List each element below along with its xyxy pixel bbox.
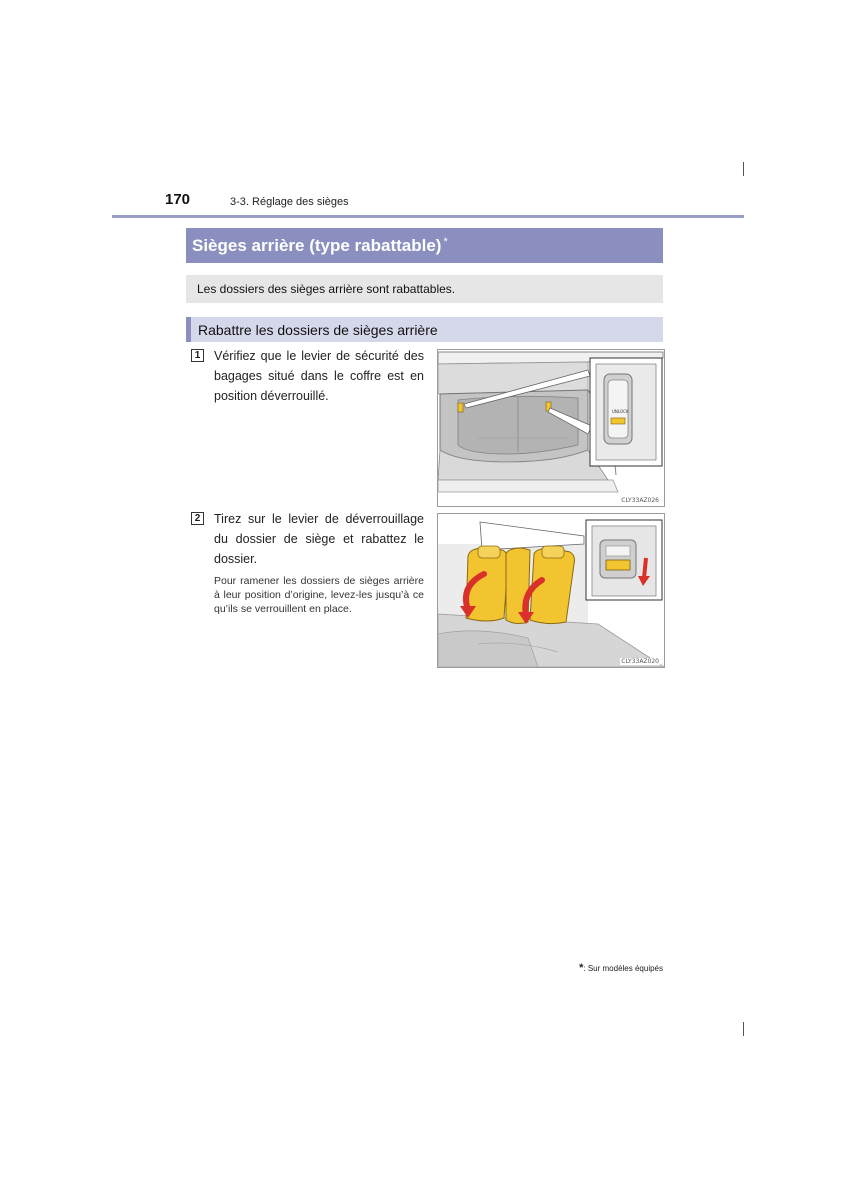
page-number: 170 [165,191,191,208]
figure-trunk-lever [437,349,665,507]
section-title [186,228,663,263]
chapter-heading: 3-3. Réglage des sièges [230,196,349,208]
figure-code-1: CLY33AZ026 [621,497,659,504]
subsection-title-text: Rabattre les dossiers de sièges arrière [198,321,438,338]
footnote-text: : Sur modèles équipés [583,964,663,973]
intro-text: Les dossiers des sièges arrière sont rabattables. [197,282,456,296]
step-text-2: Tirez sur le levier de déverrouillage du dossier de siège et rabattez le dossier. [214,512,424,566]
crop-mark-top [743,162,744,176]
trunk-illustration [438,350,664,506]
step-number-1: 1 [191,349,204,362]
footnote-marker: * [579,962,584,974]
header-rule [112,215,744,218]
intro-box [186,275,663,303]
footnote [565,962,663,974]
section-title-text: Sièges arrière (type rabattable) [192,235,442,255]
step-note-2: Pour ramener les dossiers de sièges arrière à leur position d’origine, levez-les jusqu’à ce qu’ils se verrouillent en place. [214,575,424,615]
unlock-label: UNLOCK [612,409,629,414]
subsection-title [186,317,663,342]
figure-code-2: CLY33AZ020 [621,658,659,665]
section-title-marker: * [443,235,448,248]
crop-mark-bottom [743,1022,744,1036]
step-number-2: 2 [191,512,204,525]
step-text-1: Vérifiez que le levier de sécurité des bagages situé dans le coffre est en position déverrouillé. [214,349,424,403]
seat-illustration [438,514,664,667]
figure-seat-fold [437,513,665,668]
